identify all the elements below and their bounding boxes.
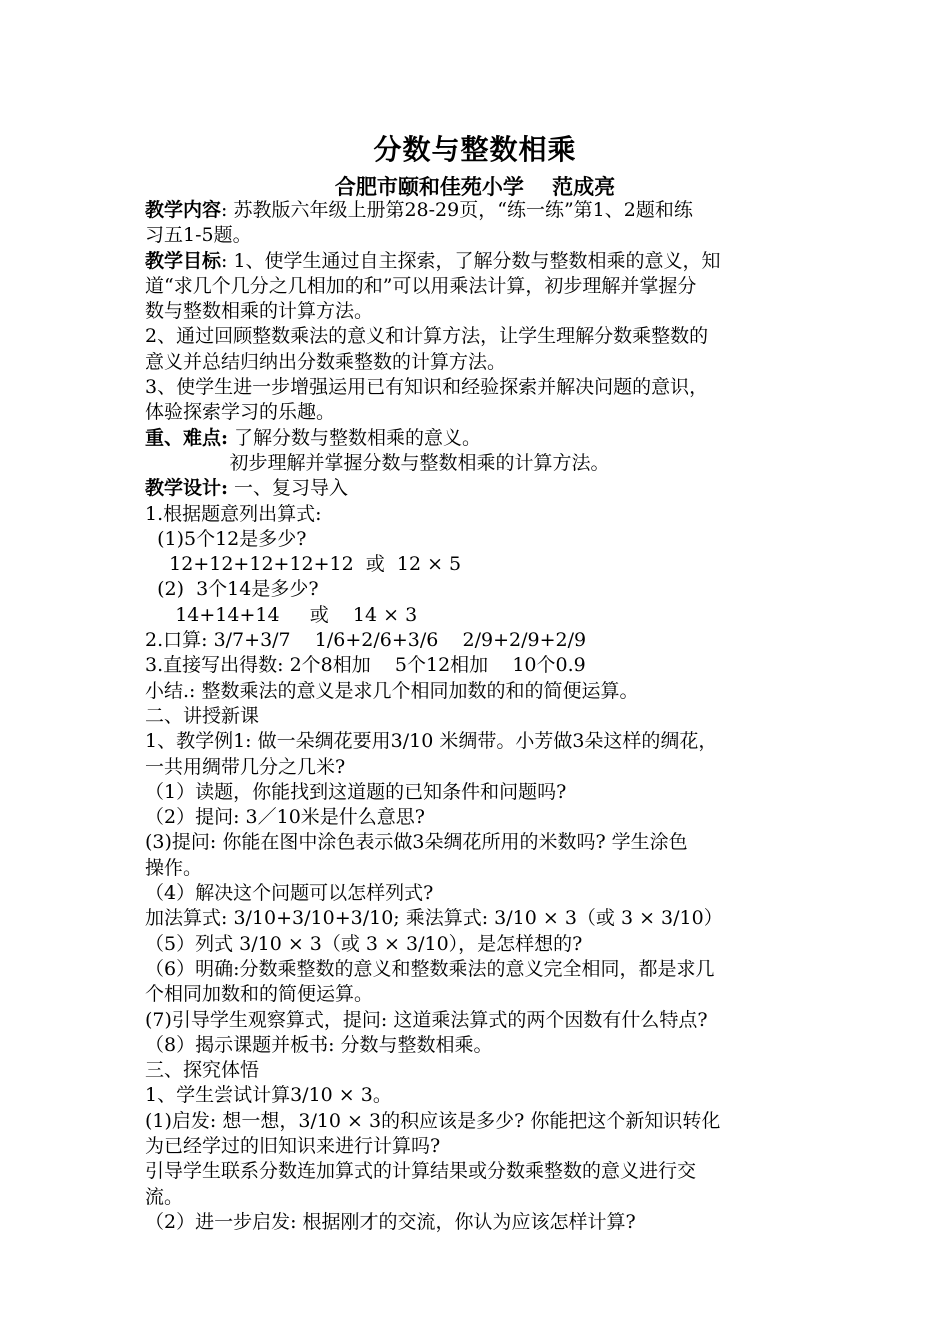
line-text: 三、探究体悟	[145, 1059, 260, 1082]
text-line	[145, 653, 835, 678]
text-line	[145, 830, 835, 855]
line-text: 道“求几个几分之几相加的和”可以用乘法计算，初步理解并掌握分	[145, 274, 697, 297]
text-line	[145, 426, 835, 451]
line-text: : 苏教版六年级上册第28-29页，“练一练”第1、2题和练	[221, 199, 693, 221]
document-body	[145, 198, 835, 1235]
line-text: （8）揭示课题并板书: 分数与整数相乘。	[145, 1033, 493, 1056]
text-line	[145, 1033, 835, 1058]
text-line	[145, 881, 835, 906]
text-line	[145, 729, 835, 754]
text-line	[145, 1185, 835, 1210]
line-text: （2）进一步启发: 根据刚才的交流，你认为应该怎样计算?	[145, 1210, 636, 1233]
line-text: 1.根据题意列出算式:	[145, 502, 322, 525]
text-line	[145, 982, 835, 1007]
text-line	[145, 350, 835, 375]
line-text: 一共用绸带几分之几米?	[145, 755, 346, 778]
line-text: (2) 3个14是多少?	[145, 578, 319, 601]
author-line: 合肥市颐和佳苑小学 范成亮	[334, 174, 616, 199]
text-line	[145, 249, 835, 274]
line-text: 意义并总结归纳出分数乘整数的计算方法。	[145, 350, 507, 373]
line-text: (3)提问: 你能在图中涂色表示做3朵绸花所用的米数吗? 学生涂色	[145, 831, 688, 854]
line-text: （1）读题，你能找到这道题的已知条件和问题吗?	[145, 780, 567, 803]
text-line	[145, 375, 835, 400]
text-line	[145, 400, 835, 425]
line-text: 3.直接写出得数: 2个8相加 5个12相加 10个0.9	[145, 654, 586, 677]
text-line	[145, 299, 835, 324]
section-label: 教学内容	[145, 199, 222, 221]
text-line	[145, 906, 835, 931]
line-text: （6）明确:分数乘整数的意义和整数乘法的意义完全相同，都是求几	[145, 957, 715, 980]
text-line	[145, 552, 835, 577]
text-line	[145, 527, 835, 552]
text-line	[145, 932, 835, 957]
line-text: （2）提问: 3／10米是什么意思?	[145, 806, 425, 829]
line-text: 2.口算: 3/7+3/7 1/6+2/6+3/6 2/9+2/9+2/9	[145, 629, 587, 652]
line-text: : 1、使学生通过自主探索，了解分数与整数相乘的意义，知	[221, 249, 721, 272]
section-label: 教学设计:	[145, 477, 229, 500]
line-text: 流。	[145, 1185, 184, 1208]
text-line	[145, 805, 835, 830]
text-line	[145, 502, 835, 527]
text-line	[145, 1083, 835, 1108]
line-text: 个相同加数和的简便运算。	[145, 983, 374, 1006]
line-text: 初步理解并掌握分数与整数相乘的计算方法。	[145, 451, 610, 474]
line-text: （5）列式 3/10 × 3（或 3 × 3/10），是怎样想的?	[145, 932, 583, 955]
text-line	[145, 223, 835, 248]
line-text: 引导学生联系分数连加算式的计算结果或分数乘整数的意义进行交	[145, 1160, 697, 1183]
text-line	[145, 198, 835, 223]
text-line	[145, 1008, 835, 1033]
line-text: 1、学生尝试计算3/10 × 3。	[145, 1084, 392, 1107]
line-text: 1、教学例1: 做一朵绸花要用3/10 米绸带。小芳做3朵这样的绸花，	[145, 730, 718, 753]
line-text: 为已经学过的旧知识来进行计算吗?	[145, 1134, 441, 1157]
line-text: 小结.: 整数乘法的意义是求几个相同加数的和的简便运算。	[145, 679, 639, 702]
line-text: 了解分数与整数相乘的意义。	[228, 426, 482, 449]
text-line	[145, 1058, 835, 1083]
section-label: 重、难点:	[145, 426, 229, 449]
line-text: 数与整数相乘的计算方法。	[145, 300, 374, 323]
text-line	[145, 780, 835, 805]
text-line	[145, 628, 835, 653]
text-line	[145, 1210, 835, 1235]
line-text: 3、使学生进一步增强运用已有知识和经验探索并解决问题的意识，	[145, 376, 709, 399]
line-text: 习五1-5题。	[145, 224, 252, 247]
line-text: 12+12+12+12+12 或 12 × 5	[145, 553, 462, 576]
text-line	[145, 1134, 835, 1159]
line-text: (1)5个12是多少?	[145, 527, 307, 550]
line-text: 14+14+14 或 14 × 3	[145, 603, 418, 626]
line-text: 一、复习导入	[228, 477, 349, 500]
line-text: 加法算式: 3/10+3/10+3/10; 乘法算式: 3/10 × 3（或 3 × 3/10）	[145, 907, 723, 930]
text-line	[145, 476, 835, 501]
text-line	[145, 1109, 835, 1134]
document-title: 分数与整数相乘	[373, 133, 577, 166]
line-text: 操作。	[145, 856, 203, 879]
text-line	[145, 856, 835, 881]
line-text: 体验探索学习的乐趣。	[145, 401, 336, 424]
line-text: 2、通过回顾整数乘法的意义和计算方法，让学生理解分数乘整数的	[145, 325, 709, 348]
text-line	[145, 451, 835, 476]
text-line	[145, 274, 835, 299]
line-text: (1)启发: 想一想，3/10 × 3的积应该是多少? 你能把这个新知识转化	[145, 1109, 721, 1132]
section-label: 教学目标	[145, 249, 222, 272]
text-line	[145, 1159, 835, 1184]
text-line	[145, 704, 835, 729]
text-line	[145, 577, 835, 602]
text-line	[145, 755, 835, 780]
text-line	[145, 957, 835, 982]
line-text: （4）解决这个问题可以怎样列式?	[145, 882, 434, 905]
text-line	[145, 679, 835, 704]
text-line	[145, 603, 835, 628]
line-text: 二、讲授新课	[145, 704, 260, 727]
line-text: (7)引导学生观察算式，提问: 这道乘法算式的两个因数有什么特点?	[145, 1008, 708, 1031]
text-line	[145, 324, 835, 349]
